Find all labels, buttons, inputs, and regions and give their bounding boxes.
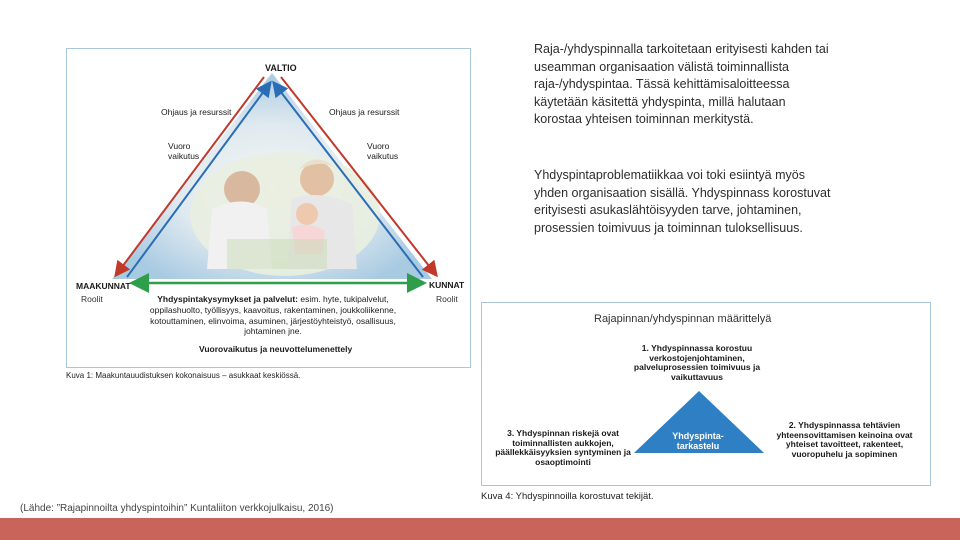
corner-2-text: 2. Yhdyspinnassa tehtävien yhteensovittamisen keinoina ovat yhteiset tavoitteet, rakenteet, vuoropuhelu ja sopiminen	[776, 420, 913, 459]
role-maakunnat: MAAKUNNAT	[76, 281, 131, 291]
role-kunnat-sub: Roolit	[436, 294, 458, 304]
corner-1-text: 1. Yhdyspinnassa korostuu verkostojenjohtaminen, palveluprosessien toimivuus ja vaikuttavuus	[633, 343, 761, 382]
left-arrow-label: Ohjaus ja resurssit	[161, 107, 232, 117]
figure2-caption: Kuva 4: Yhdyspinnoilla korostuvat tekijät.	[481, 491, 654, 502]
role-maakunnat-sub: Roolit	[81, 294, 103, 304]
paragraph-problematics: Yhdyspintaproblematiikkaa voi toki esiintyä myös yhden organisaation sisällä. Yhdyspinnass korostuvat erityisesti asukaslähtöisyyden tarve, johtaminen, prosessien toimivuus ja toiminnan tuloksellisuus.	[534, 168, 831, 235]
figure1-caption: Kuva 1: Maakuntauudistuksen kokonaisuus – asukkaat keskiössä.	[66, 371, 301, 380]
triangle-label: Yhdyspinta-tarkastelu	[672, 431, 724, 451]
services-text	[130, 294, 416, 337]
figure2-title: Rajapinnan/yhdyspinnan määrittelyä	[594, 313, 772, 325]
interaction-footer: Vuorovaikutus ja neuvottelumenettely	[199, 344, 353, 354]
corner-3-text: 3. Yhdyspinnan riskejä ovat toiminnallisten aukkojen, päällekkäisyyksien syntyminen ja osaoptimointi	[495, 428, 631, 467]
role-valtio: VALTIO	[265, 63, 297, 73]
right-inner-label: Vuoro vaikutus	[367, 141, 399, 161]
bottom-accent-bar	[0, 518, 960, 540]
figure-reform-triangle	[66, 48, 471, 368]
services-heading: Yhdyspintakysymykset ja palvelut:	[157, 294, 299, 304]
figure-interface-definition	[481, 302, 931, 486]
source-citation: (Lähde: ”Rajapinnoilta yhdyspintoihin” Kuntaliiton verkkojulkaisu, 2016)	[20, 503, 334, 514]
left-inner-label: Vuoro vaikutus	[168, 141, 200, 161]
right-arrow-label: Ohjaus ja resurssit	[329, 107, 400, 117]
paragraph-definition: Raja-/yhdyspinnalla tarkoitetaan erityisesti kahden tai useamman organisaation välistä toiminnallista raja-/yhdyspintaa. Tässä kehittämisaloitteessa käytetään käsitettä yhdyspinta, millä halutaan korostaa yhteisen toiminnan merkitystä.	[534, 42, 829, 126]
role-kunnat: KUNNAT	[429, 280, 465, 290]
services-list: esim. hyte, tukipalvelut, oppilashuolto, työllisyys, kaavoitus, rakentaminen, joukkoliikenne, kotouttaminen, elinvoima, asuminen, järjestöyhteistyö, osallisuus, johtaminen jne.	[149, 294, 397, 337]
family-photo	[190, 152, 380, 276]
